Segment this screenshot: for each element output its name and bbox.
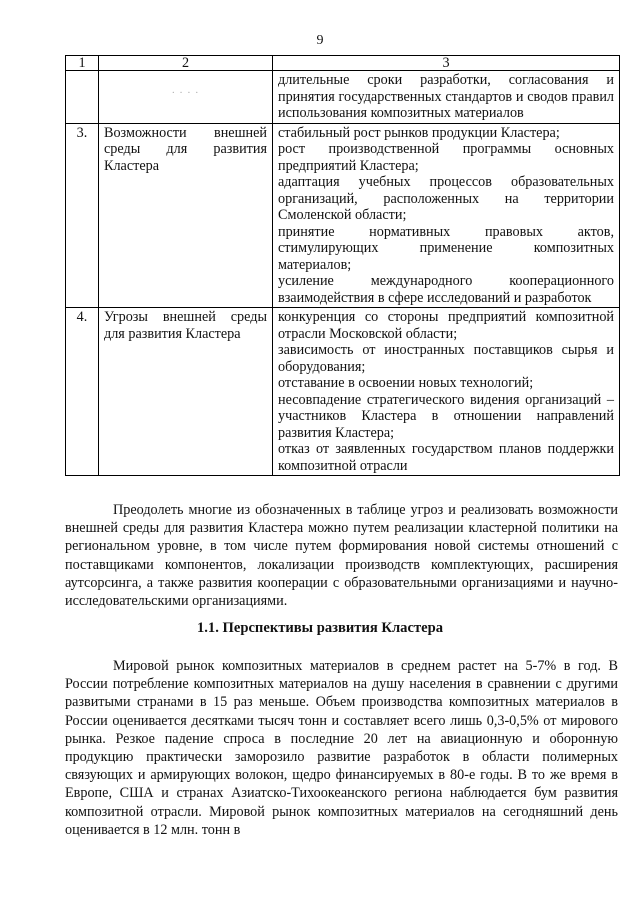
list-item: зависимость от иностранных поставщиков сырья и оборудования; — [278, 342, 614, 375]
row-number-cell — [66, 71, 99, 124]
row-number-cell: 3. — [66, 123, 99, 308]
row-content-cell — [273, 123, 620, 308]
row-content-cell: длительные сроки разработки, согласования и принятия государственных стандартов и сводов правил использования композитных материалов — [273, 71, 620, 124]
list-item: конкуренция со стороны предприятий композитной отрасли Московской области; — [278, 309, 614, 342]
row-number-cell: 4. — [66, 308, 99, 476]
table-row-opportunities — [66, 123, 620, 308]
scan-artifact-dots: · · · · — [171, 88, 200, 99]
paragraph-overcoming-threats: Преодолеть многие из обозначенных в таблице угроз и реализовать возможности внешней среды для развития Кластера можно путем реализации кластерной политики на региональном уровне, в том числе путем формирования новой системы отношений с поставщиками компонентов, локализации производств комплектующих, расширения аутсорсинга, а также развития кооперации с образовательными организациями и научно-исследовательскими организациями. — [65, 502, 618, 610]
row-label-cell — [99, 71, 273, 124]
paragraph-world-market: Мировой рынок композитных материалов в среднем растет на 5-7% в год. В России потребление композитных материалов на душу населения в сравнении с другими развитыми странами в 15 раз меньше. Объем производства композитных материалов в России оценивается десятками тысяч тонн и составляет всего лишь 0,3-0,5% от мирового рынка. Резкое падение спроса в последние 20 лет на авиационную и оборонную продукцию практически заморозило развитие разработок в области полимерных связующих и армирующих волокон, щедро финансируемых в 80-е годы. В то же время в Европе, США и странах Азиатско-Тихоокеанского региона наблюдается бум развития композитной отрасли. Мировой рынок композитных материалов на сегодняшний день оценивается в 12 млн. тонн в — [65, 658, 618, 838]
section-heading: 1.1. Перспективы развития Кластера — [196, 620, 444, 636]
header-cell-1: 1 — [66, 56, 99, 71]
row-label-cell: Угрозы внешней среды для развития Кластера — [99, 308, 273, 476]
list-item: рост производственной программы основных предприятий Кластера; — [278, 141, 614, 174]
list-item: принятие нормативных правовых актов, стимулирующих применение композитных материалов; — [278, 223, 614, 273]
list-item: усиление международного кооперационного взаимодействия в сфере исследований и разработок — [278, 273, 614, 306]
row-label-cell: Возможности внешней среды для развития Кластера — [99, 123, 273, 308]
swot-table — [65, 55, 620, 476]
list-item: несовпадение стратегического видения организаций – участников Кластера в отношении направлений развития Кластера; — [278, 391, 614, 441]
row-content-cell — [273, 308, 620, 476]
list-item: стабильный рост рынков продукции Кластера; — [278, 124, 560, 141]
table-row-continuation — [66, 71, 620, 124]
list-item: адаптация учебных процессов образовательных организаций, расположенных на территории Смоленской области; — [278, 174, 614, 223]
list-item: отказ от заявленных государством планов поддержки композитной отрасли — [278, 441, 614, 474]
list-item: отставание в освоении новых технологий; — [278, 375, 534, 391]
header-cell-2: 2 — [99, 56, 273, 71]
page-number: 9 — [316, 33, 324, 48]
table-header-row — [66, 56, 620, 71]
header-cell-3: 3 — [273, 56, 620, 71]
table-row-threats — [66, 308, 620, 476]
